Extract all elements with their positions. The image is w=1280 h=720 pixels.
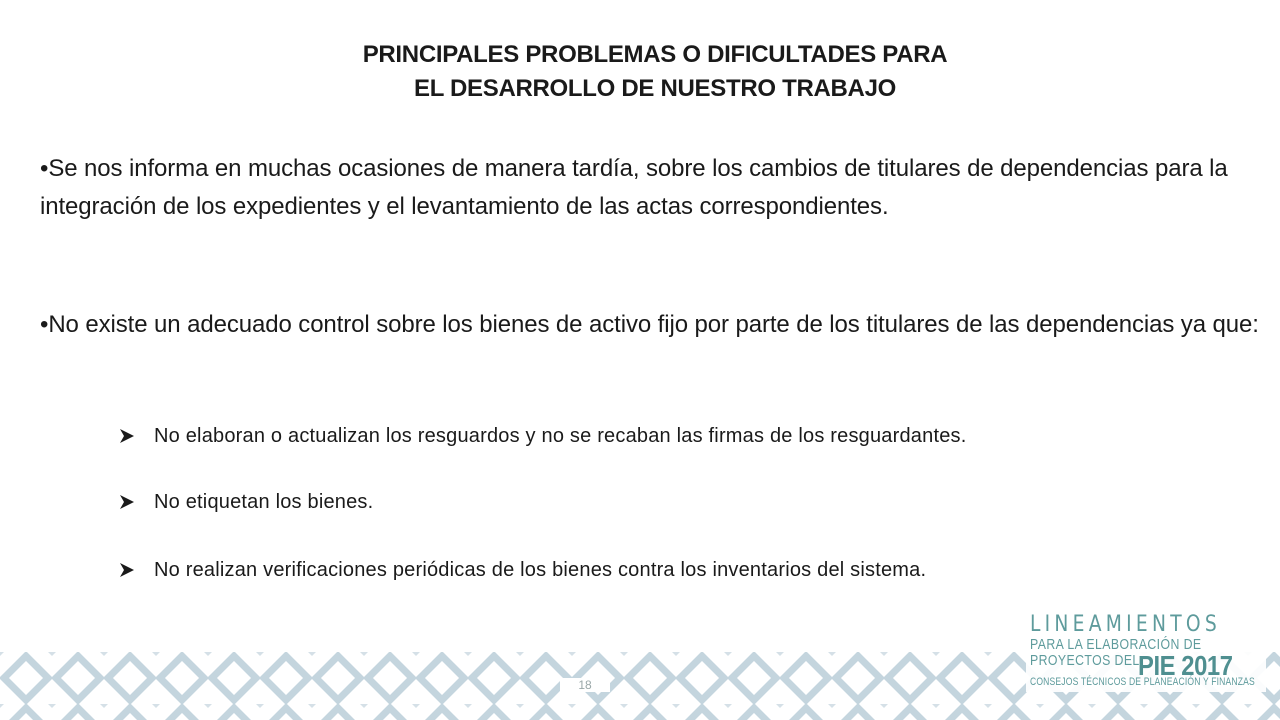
logo-year: PIE 2017 [1138,650,1233,681]
bullet-item [40,306,1260,344]
sub-item [118,488,1238,516]
logo-line-4: CONSEJOS TÉCNICOS DE PLANEACIÓN Y FINANZAS [1030,676,1255,688]
sub-item [118,556,1238,584]
logo-line-1: LINEAMIENTOS [1030,612,1221,637]
sub-item-text: No etiquetan los bienes. [154,491,374,513]
bullet-marker: • [40,155,49,182]
logo-line-2: PARA LA ELABORACIÓN DE [1030,636,1202,653]
lineamientos-logo [1026,612,1266,692]
logo-line-3: PROYECTOS DEL [1030,652,1140,669]
bullet-item [40,150,1260,226]
arrow-bullet-icon [118,493,154,511]
sub-item-text: No elaboran o actualizan los resguardos y no se recaban las firmas de los resguardantes. [154,425,967,447]
arrow-bullet-icon [118,561,154,579]
bullet-marker: • [40,311,49,338]
page-number: 18 [560,678,610,692]
title-line-2: EL DESARROLLO DE NUESTRO TRABAJO [414,75,896,102]
slide-title [0,38,1280,106]
sub-item-text: No realizan verificaciones periódicas de los bienes contra los inventarios del sistema. [154,559,927,581]
title-line-1: PRINCIPALES PROBLEMAS O DIFICULTADES PARA [362,41,948,68]
bullet-text: No existe un adecuado control sobre los bienes de activo fijo por parte de los titulares de las dependencias ya que: [48,311,1259,338]
arrow-bullet-icon [118,427,154,445]
sub-item [118,422,1238,450]
bullet-text: Se nos informa en muchas ocasiones de manera tardía, sobre los cambios de titulares de dependencias para la integración de los expedientes y el levantamiento de las actas correspondientes. [40,155,1228,220]
